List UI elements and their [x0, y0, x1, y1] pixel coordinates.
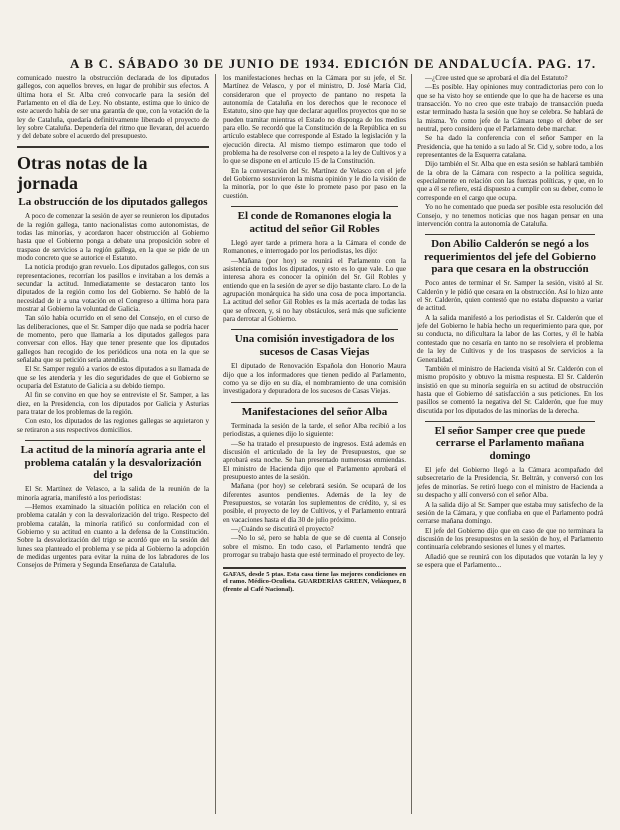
column-rule [215, 74, 216, 814]
article-text: Llegó ayer tarde a primera hora a la Cámara el conde de Romanones, e interrogado por los periodistas, les dijo: [223, 238, 406, 256]
article-text: Tan sólo había ocurrido en el seno del Consejo, en el curso de las deliberaciones, que el Sr. Samper dijo que nada se podría hacer de momento, pero que llamaría a los diputados gallegos para conversar con ellos. Hay que tener presente que los diputados gallegos han recogido de los periódicos una nota en la que se señalaba que su petición sería atendida. [17, 314, 209, 364]
article-text: —¿Cuándo se discutirá el proyecto? [231, 525, 334, 534]
article-text: —Hemos examinado la situación política en relación con el problema catalán y con la desvalorización del trigo. Respecto del problema catalán, la minoría ratificó su conformidad con el Gobierno y su actitud en cuanto a la defensa de la Constitución. Sobre la desvalorización del trigo se acordó que en la sesión del lunes sea planteado el problema y se pida al Gobierno la adopción de medidas urgentes para evitar la ruina de los labradores de los Consejos de Primera y Segunda Enseñanza de Cataluña. [17, 503, 209, 570]
masthead: A B C. SÁBADO 30 DE JUNIO DE 1934. EDICIÓN DE ANDALUCÍA. PAG. 17. [70, 56, 597, 71]
column-3 [417, 74, 603, 814]
article-text: —Se ha tratado el presupuesto de ingresos. Está además en discusión el articulado de la ley de Presupuestos, que se aprobará esta noche. Se han presentado numerosas enmiendas. El ministro de Hacienda dijo que el Parlamento aprobará el presupuesto antes de la sesión. [223, 439, 406, 482]
column-2 [223, 74, 406, 814]
article-text: Mañana (por hoy) se celebrará sesión. Se ocupará de los diferentes asuntos pendientes. Además de la ley de Presupuestos, se votarán los suplementos de crédito, y, si es posible, el proyecto de ley de Cultivos, y el Parlamento entrará en vacaciones hasta el día 30 de julio próximo. [223, 482, 406, 524]
article-text: Dijo también el Sr. Alba que en esta sesión se hablará también de la obra de la Cámara con respecto a la política seguida, especialmente en relación con las fuerzas políticas, y que, en lo que a él se refiere, está dispuesto a cumplir con su deber, como le corresponde en el cargo que ocupa. [417, 160, 603, 202]
article-text: —No lo sé, pero se habla de que se dé cuenta al Consejo sobre el mismo. En todo caso, el Parlamento tendrá que prorrogar su trabajo hasta que esté terminado el proyecto de ley. [223, 534, 406, 560]
article-text: El diputado de Renovación Española don Honorio Maura dijo que a los informadores que tienen pedido al Parlamento, como ya se dijo en su día, el nombramiento de una comisión investigadora y depuradora de los sucesos de Casas Viejas. [223, 362, 406, 396]
article-headline: Don Abilio Calderón se negó a los requerimientos del jefe del Gobierno para que cesara en la obstrucción [423, 238, 597, 275]
column-rule [411, 74, 412, 814]
article-headline: Manifestaciones del señor Alba [241, 405, 388, 418]
article-headline: El señor Samper cree que puede cerrarse el Parlamento mañana domingo [434, 424, 586, 462]
article-headline: La actitud de la minoría agraria ante el problema catalán y la desvalorización del trigo [20, 444, 206, 481]
column-1 [17, 74, 209, 814]
article-text: A la salida dijo al Sr. Samper que estaba muy satisfecho de la sesión de la Cámara, y que confiaba en que el Parlamento podrá cerrarse mañana domingo. [417, 500, 603, 526]
article-text: —Mañana (por hoy) se reunirá el Parlamento con la asistencia de todos los diputados, y esto es lo que vale. Lo que interesa ahora es conocer la opinión del Sr. Gil Robles y entiendo que en la sesión de ayer se dijo bastante claro. Lo de la agrupación monárquica ha sido una cosa de poca importancia. La actitud del señor Gil Robles es la más acertada de todas las que se ofrecen, y, si no hay obstáculos, será más que suficiente para derrotar al Gobierno. [223, 256, 406, 324]
article-text: El jefe del Gobierno dijo que en caso de que no terminara la discusión de los presupuestos en la sesión de hoy, el Parlamento continuaría celebrando sesiones el lunes y el martes. [417, 526, 603, 552]
article-text: El jefe del Gobierno llegó a la Cámara acompañado del subsecretario de la Presidencia, Sr. Beltrán, y conversó con los jefes de minorías. Se retiró luego con el ministro de Hacienda a su despacho y allí conversó con el señor Alba. [417, 466, 603, 500]
article-text: comunicado nuestro la obstrucción declarada de los diputados gallegos, con aquellos breves, en lugar de prohibir sus efectos. A última hora el Sr. Alba creó convocarle para la sesión del Parlamento en el día de Ley. No obstante, estima que lo único de este acuerdo había de ser una garantía de que, con la votación de la ley de Cataluña, quedaría definitivamente liberado el proyecto de ley sobre Cataluña. Dependería del ritmo que llevaran, del acuerdo y del debate sobre el acuerdo del presupuesto. [17, 74, 209, 141]
article-divider [425, 234, 595, 235]
section-heading: Otras notas de la jornada [17, 152, 148, 193]
article-text: A la salida manifestó a los periodistas el Sr. Calderón que el jefe del Gobierno le había hecho un requerimiento para que, por su conducta, no dificultara la labor de las Cortes, y él le había contestado que no cesaría en tanto no se resolviera el problema de la ley de Cultivos y de los traspasos de servicios a la Generalidad. [417, 313, 603, 364]
article-text: A poco de comenzar la sesión de ayer se reunieron los diputados de la región gallega, tanto nacionalistas como autonomistas, de todas las minorías, y acordaron hacer obstrucción al Gobierno hasta que el Gobierno ponga a debate una proposición sobre el traspaso de servicios a la región gallega, en la que se pide de un modo concreto que se autorice el Estatuto. [17, 212, 209, 262]
article-text: Se ha dado la conferencia con el señor Samper en la Presidencia, que ha tenido a su lado al Sr. Cid y, sobre todo, a los representantes de la Esquerra catalana. [417, 134, 603, 160]
article-divider [231, 402, 398, 403]
article-text: En la conversación del Sr. Martínez de Velasco con el jefe del Gobierno sostuvieron la misma opinión y le dio la visión de la minoría, por lo que éste lo promete paso por paso en la cuestión. [223, 166, 406, 200]
article-text: Yo no he comentado que pueda ser posible esta resolución del Consejo, y no tenemos noticias que nos hagan pensar en una intervención contra la autonomía de Cataluña. [417, 203, 603, 228]
article-text: La noticia produjo gran revuelo. Los diputados gallegos, con sus representaciones, recorrían los pasillos e invitaban a los demás a secundar la actitud. Inmediatamente se destacaron tanto los diputados de la región como los del Gobierno. Se habló de la necesidad de ir a una votación en el Congreso a última hora para mostrar al Gobierno la voluntad de Galicia. [17, 263, 209, 313]
article-text: El Sr. Samper reguló a varios de estos diputados a su llamada de que se les atendería y les dio seguridades de que el Gobierno se ocuparía del Estatuto de Galicia a su debido tiempo. [17, 365, 209, 391]
article-text: los manifestaciones hechas en la Cámara por su jefe, el Sr. Martínez de Velasco, y por el ministro, D. José María Cid, consideraron que el proyecto de pantano no respeta la autonomía de Cataluña en los derechos que le reconoce el Estatuto, sino que hay que declarar aquellos proyectos que no se pueden tramitar mientras el Estado no disponga de los medios para ello. Se recordó que la Constitución de la República en su artículo establece que corresponde al Estado la legislación y la ejecución directa. Al mismo tiempo estimaron que todo el problema ha de resolverse con el respeto a la ley de Cultivos y a lo que se dispone en el artículo 15 de la Constitución. [223, 74, 406, 166]
article-text: —Es posible. Hay opiniones muy contradictorias pero con lo que se ha visto hoy se entiende que lo que ha de hacerse es una transacción. Yo no creo que este trabajo de transacción pueda estar terminado hasta la sesión que hoy se celebra. Se hablará de la misma. Yo como jefe de la Cámara tengo el deber de ser neutral, pero considero que el Parlamento debe marchar. [417, 83, 603, 134]
article-divider [231, 329, 398, 330]
article-text: Añadió que se reunirá con los diputados que votarán la ley y se espera que el Parlamento... [417, 552, 603, 569]
article-divider [25, 440, 201, 441]
article-text: Con esto, los diputados de las regiones gallegas se aquietaron y se retiraron a sus respectivos domicilios. [17, 417, 209, 434]
article-headline: La obstrucción de los diputados gallegos [18, 195, 208, 208]
article-divider [425, 421, 595, 422]
article-headline: El conde de Romanones elogia la actitud del señor Gil Robles [237, 210, 392, 235]
article-text: —¿Cree usted que se aprobará el día del Estatuto? [425, 74, 568, 82]
article-divider [231, 206, 398, 207]
article-text: El Sr. Martínez de Velasco, a la salida de la reunión de la minoría agraria, manifestó a los periodistas: [17, 485, 209, 502]
article-text: Poco antes de terminar el Sr. Samper la sesión, visitó al Sr. Calderón y le pidió que cesara en la obstrucción. Así lo hizo ante el Sr. Calderón, quien contestó que no estaba dispuesto a variar de actitud. [417, 279, 603, 313]
advertisement: GAFAS, desde 5 ptas. Esta casa tiene las mejores condiciones en el ramo. Médico-Oculista. GUARDERÍAS GREEN, Velázquez, 8 (frente al Café Nacional). [223, 567, 406, 594]
article-text: Terminada la sesión de la tarde, el señor Alba recibió a los periodistas, a quienes dijo lo siguiente: [223, 422, 406, 439]
section-divider [17, 146, 209, 148]
article-headline: Una comisión investigadora de los sucesos de Casas Viejas [234, 333, 395, 358]
article-text: Al fin se convino en que hoy se entreviste el Sr. Samper, a las diez, en la Presidencia, con los diputados por Galicia y Asturias para tratar de los problemas de la región. [17, 391, 209, 417]
article-text: También el ministro de Hacienda visitó al Sr. Calderón con el mismo propósito y obtuvo la misma respuesta. El Sr. Calderón insistió en que su minoría seguiría en su actitud de obstrucción hasta que el Gobierno dé satisfacción a sus peticiones. En los pasillos se comentó la negativa del Sr. Calderón, que fue muy discutida por los diputados de las minorías de la derecha. [417, 364, 603, 415]
